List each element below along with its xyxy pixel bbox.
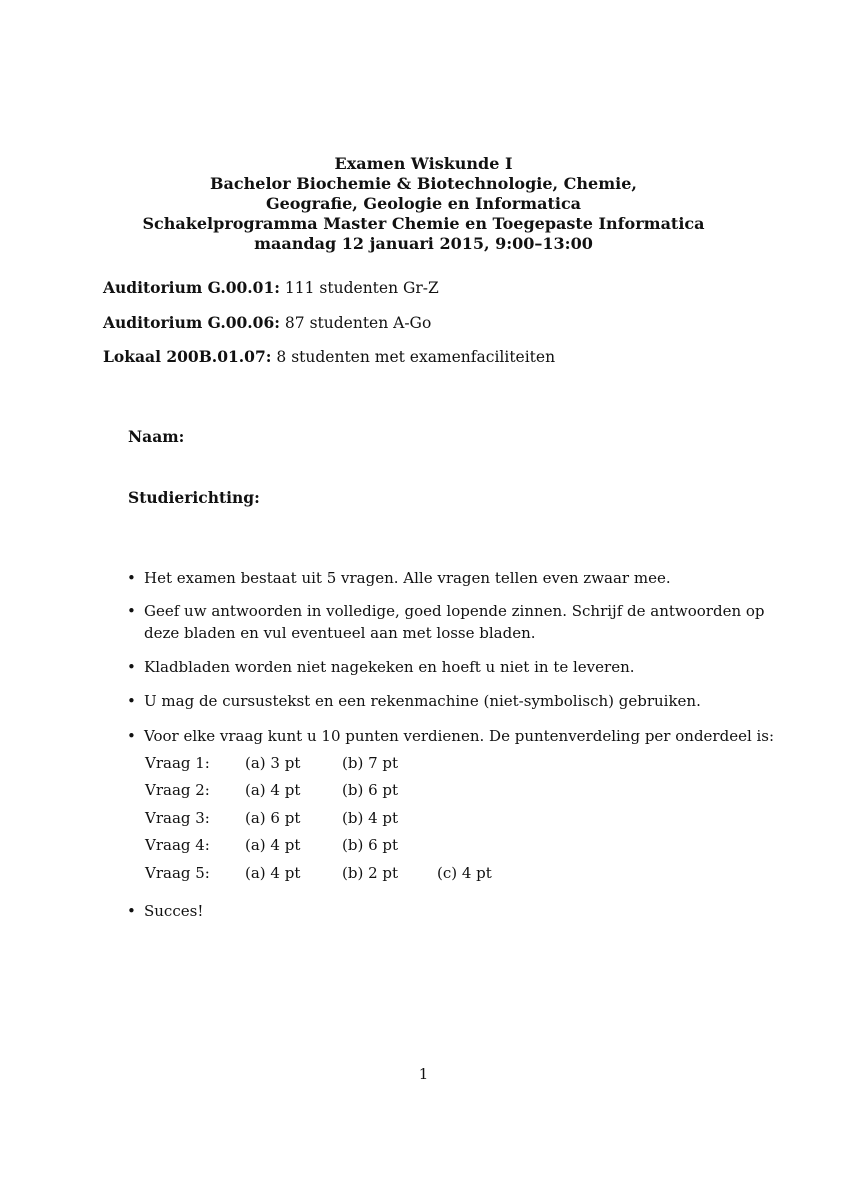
bullet-icon: • <box>127 658 136 676</box>
instruction-item: • U mag de cursustekst en een rekenmachine (niet-symbolisch) gebruiken. <box>127 692 701 710</box>
room-name: Auditorium G.00.01: <box>103 278 280 297</box>
bullet-icon: • <box>127 602 136 620</box>
page-number: 1 <box>418 1065 429 1083</box>
exam-date: maandag 12 januari 2015, 9:00–13:00 <box>254 234 593 253</box>
programme-line-2: Geografie, Geologie en Informatica <box>265 194 582 213</box>
instruction-item: • Succes! <box>127 902 204 920</box>
bullet-icon: • <box>127 569 136 587</box>
instruction-item: • Het examen bestaat uit 5 vragen. Alle vragen tellen even zwaar mee. <box>127 569 671 587</box>
room-line <box>103 313 431 332</box>
instruction-item: • Voor elke vraag kunt u 10 punten verdienen. De puntenverdeling per onderdeel is: Vraag 1: (a) 3 pt (b) 7 pt Vraag 2: (a) 4 pt (b) 6 pt Vraag 3: (a) 6 pt (b) 4 pt Vraag 4: (a) 4 pt (b) 6 pt Vraag 5: (a) 4 pt (b) 2 pt (c) 4 pt <box>127 727 775 882</box>
room-info: 87 studenten A-Go <box>284 314 432 332</box>
room-info: 8 studenten met examenfaciliteiten <box>276 348 556 366</box>
exam-header <box>0 154 847 254</box>
programme-line-1: Bachelor Biochemie & Biotechnologie, Chemie, <box>210 174 637 193</box>
part-a-points: (a) 4 pt <box>245 864 301 882</box>
part-a-points: (a) 4 pt <box>245 836 301 854</box>
question-label: Vraag 3: <box>145 809 210 827</box>
part-a-points: (a) 3 pt <box>245 754 301 772</box>
instruction-item: • Geef uw antwoorden in volledige, goed lopende zinnen. Schrijf de antwoorden op deze bladen en vul eventueel aan met losse bladen. <box>127 602 765 642</box>
room-info: 111 studenten Gr-Z <box>284 279 439 297</box>
instruction-item: • Kladbladen worden niet nagekeken en hoeft u niet in te leveren. <box>127 658 635 676</box>
exam-title: Examen Wiskunde I <box>334 154 513 173</box>
part-b-points: (b) 2 pt <box>342 864 399 882</box>
name-label: Naam: <box>128 427 185 446</box>
programme-line-3: Schakelprogramma Master Chemie en Toegepaste Informatica <box>142 214 705 233</box>
room-line <box>103 278 439 297</box>
question-label: Vraag 5: <box>145 864 210 882</box>
part-b-points: (b) 6 pt <box>342 836 399 854</box>
part-b-points: (b) 4 pt <box>342 809 399 827</box>
part-a-points: (a) 6 pt <box>245 809 301 827</box>
study-label: Studierichting: <box>128 488 260 507</box>
bullet-icon: • <box>127 692 136 710</box>
question-label: Vraag 1: <box>145 754 210 772</box>
bullet-icon: • <box>127 727 136 745</box>
room-name: Lokaal 200B.01.07: <box>103 347 272 366</box>
question-label: Vraag 2: <box>145 781 210 799</box>
part-b-points: (b) 7 pt <box>342 754 399 772</box>
part-c-points: (c) 4 pt <box>437 864 492 882</box>
room-line <box>103 347 555 366</box>
question-label: Vraag 4: <box>145 836 210 854</box>
bullet-icon: • <box>127 902 136 920</box>
part-b-points: (b) 6 pt <box>342 781 399 799</box>
part-a-points: (a) 4 pt <box>245 781 301 799</box>
room-name: Auditorium G.00.06: <box>103 313 280 332</box>
